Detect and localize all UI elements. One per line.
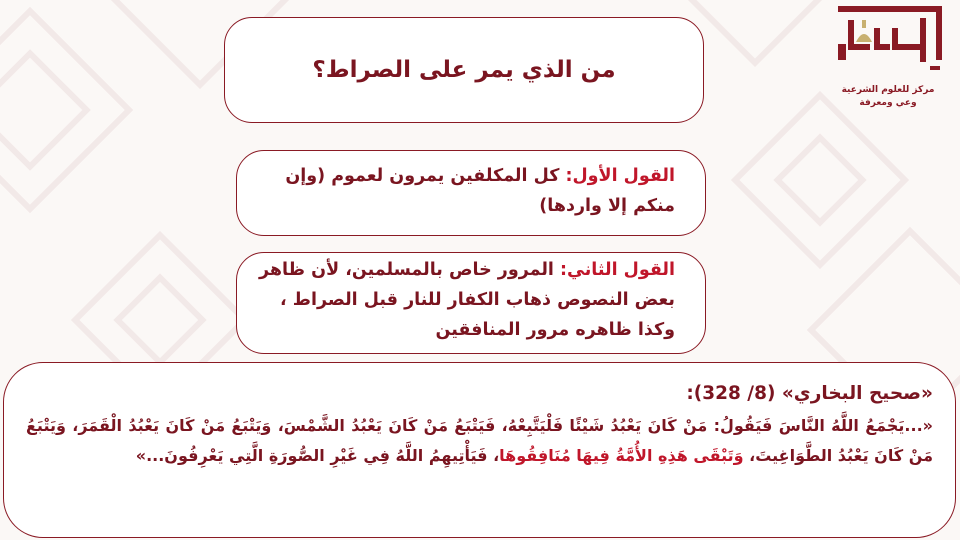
- opinion-2-label: القول الثاني:: [560, 260, 675, 280]
- hadith-text-part-2: ، فَيَأْتِيهِمُ اللَّهُ فِي غَيْرِ الصُّورَةِ الَّتِي يَعْرِفُونَ...»: [135, 446, 500, 465]
- opinion-1-text: كل المكلفين يمرون لعموم (وإن منكم إلا واردها): [285, 166, 675, 216]
- brand-logo: [826, 4, 956, 114]
- hadith-text-part-1: «...يَجْمَعُ اللَّهُ النَّاسَ فَيَقُولُ: مَنْ كَانَ يَعْبُدُ شَيْئًا فَلْيَتَّبِعْهُ، فَيَتْبَعُ مَنْ كَانَ يَعْبُدُ الشَّمْسَ، وَيَتْبَعُ مَنْ كَانَ يَعْبُدُ الْقَمَرَ، وَيَتْبَعُ مَنْ كَانَ يَعْبُدُ الطَّوَاغِيتَ،: [26, 416, 933, 465]
- opinion-2-text: المرور خاص بالمسلمين، لأن ظاهر بعض النصوص ذهاب الكفار للنار قبل الصراط ، وكذا ظاهره مرور المنافقين: [258, 260, 675, 340]
- slide-title: من الذي يمر على الصراط؟: [312, 57, 616, 83]
- opinion-2-box: [236, 252, 706, 354]
- hadith-box: [3, 362, 956, 538]
- opinion-1-label: القول الأول:: [565, 166, 675, 186]
- logo-mark: [834, 4, 946, 82]
- hadith-source: «صحيح البخاري» (8/ 328):: [686, 383, 933, 404]
- logo-subtitle: [826, 84, 950, 110]
- logo-subtitle-line-1: مركز للعلوم الشرعية: [841, 85, 935, 95]
- hadith-text: [26, 411, 933, 471]
- hadith-text-highlight: وَتَبْقَى هَذِهِ الأُمَّةُ فِيهَا مُنَافِقُوهَا: [499, 446, 744, 465]
- title-box: [224, 17, 704, 123]
- opinion-1-box: [236, 150, 706, 236]
- opinion-2-paragraph: [257, 255, 675, 345]
- opinion-1-paragraph: [257, 161, 675, 221]
- logo-subtitle-line-2: وعي ومعرفة: [859, 98, 917, 108]
